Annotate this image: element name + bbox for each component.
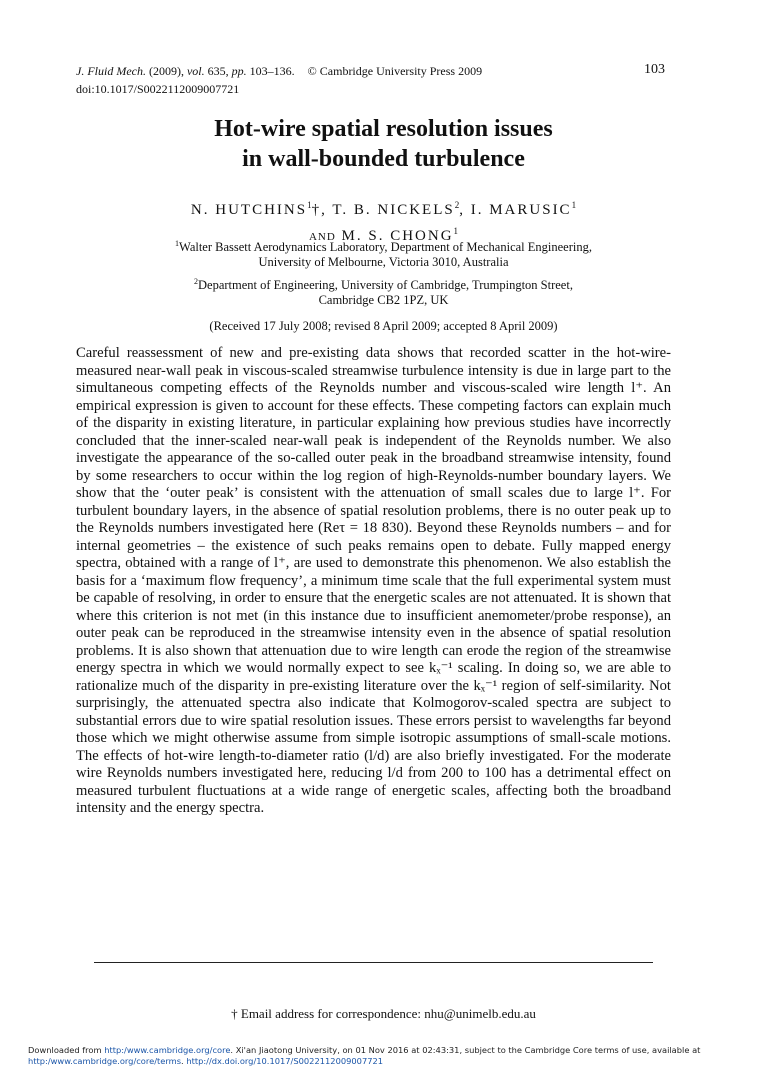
affiliation-1 [0,236,767,270]
paper-title [0,114,767,174]
abstract-text: Careful reassessment of new and pre-existing data shows that recorded scatter in the hot-wire-measured near-wall peak in viscous-scaled streamwise turbulence intensity is due in large part to the simultaneous competing effects of the Reynolds number and viscous-scaled wire length l⁺. An empirical expression is given to account for these effects. These competing factors can explain much of the disparity in existing literature, in particular explaining how previous studies have incorrectly concluded that the inner-scaled near-wall peak is independent of the Reynolds number. We also investigate the appearance of the so-called outer peak in the broadband streamwise intensity, found by some researchers to occur within the log region of high-Reynolds-number boundary layers. We show that the ‘outer peak’ is consistent with the attenuation of small scales due to large l⁺. For turbulent boundary layers, in the absence of spatial resolution problems, there is no outer peak up to the Reynolds numbers investigated here (Reτ = 18 830). Beyond these Reynolds numbers – and for internal geometries – the existence of such peaks remains open to debate. Fully mapped energy spectra, obtained with a range of l⁺, are used to demonstrate this phenomenon. We also establish the basis for a ‘maximum flow frequency’, a minimum time scale that the full experimental system must be capable of resolving, in order to ensure that the energetic scales are not attenuated. It is shown that where this criterion is not met (in this instance due to insufficient anemometer/probe response), an outer peak can be reproduced in the streamwise intensity even in the absence of spatial resolution problems. It is also shown that attenuation due to wire length can erode the region of the streamwise energy spectra in which we would normally expect to see kₓ⁻¹ scaling. In doing so, we are able to rationalize much of the disparity in pre-existing literature over the kₓ⁻¹ region of self-similarity. Not surprisingly, the attenuated spectra also indicate that Kolmogorov-scaled spectra are subject to substantial errors due to wire spatial resolution issues. These errors persist to wavelengths far beyond those which we might otherwise assume from simple isotropic assumptions of small-scale motions. The effects of hot-wire length-to-diameter ratio (l/d) are also briefly investigated. For the moderate wire Reynolds numbers investigated here, reducing l/d from 200 to 100 has a detrimental effect on measured turbulent fluctuations at a wide range of energetic scales, affecting both the broadband intensity and the energy spectra. [76,345,671,816]
affiliation-marker: 1 [571,200,577,210]
title-line-2: in wall-bounded turbulence [242,146,525,172]
author-separator: , [459,202,465,218]
affiliation-marker: 1 [307,200,312,210]
copyright-notice: © Cambridge University Press 2009 [307,64,483,78]
cambridge-core-link[interactable]: http:/www.cambridge.org/core [104,1045,231,1055]
download-text: . Xi'an Jiaotong University, on 01 Nov 2016 at 02:43:31, subject to the Cambridge Core terms of use, available at [230,1045,701,1055]
page-number: 103 [644,62,665,77]
doi-link[interactable]: http://dx.doi.org/10.1017/S0022112009007721 [186,1056,384,1066]
author-conjunction: AND [308,231,336,243]
doi: doi:10.1017/S0022112009007721 [76,82,240,96]
affiliation-marker: 2 [194,277,199,286]
journal-name: J. Fluid Mech. [76,64,146,78]
author-name: N. HUTCHINS [190,202,308,218]
title-line-1: Hot-wire spatial resolution issues [214,116,553,142]
affiliation-marker: 2 [454,200,460,210]
author-name: M. S. CHONG [341,228,454,244]
author-name: I. MARUSIC [470,202,572,218]
received-dates: (Received 17 July 2008; revised 8 April 2009; accepted 8 April 2009) [209,319,558,333]
affiliation-line: University of Melbourne, Victoria 3010, Australia [258,255,509,270]
affiliation-marker: 1 [453,226,459,236]
affiliation-line: Department of Engineering, University of Cambridge, Trumpington Street, [198,278,573,293]
volume-number: 635, [207,64,229,78]
download-notice [28,1045,748,1067]
author-name: T. B. NICKELS [332,202,455,218]
download-prefix: Downloaded from [28,1045,102,1055]
journal-citation [76,64,482,79]
pages-label: pp. [231,64,247,78]
download-separator: . [181,1056,184,1066]
correspondence-footnote: † Email address for correspondence: nhu@unimelb.edu.au [231,1006,536,1021]
affiliation-line: Cambridge CB2 1PZ, UK [318,293,449,308]
affiliation-2 [0,274,767,308]
journal-year: (2009), [148,64,184,78]
abstract [76,345,671,818]
affiliation-line: Walter Bassett Aerodynamics Laboratory, Department of Mechanical Engineering, [179,240,592,255]
volume-label: vol. [186,64,205,78]
pages-range: 103–136. [249,64,295,78]
author-line-1 [0,195,767,221]
terms-link[interactable]: http:/www.cambridge.org/core/terms [28,1056,182,1066]
footnote-divider [94,962,653,963]
correspondence-marker: †, [311,202,327,218]
affiliation-marker: 1 [175,239,180,248]
